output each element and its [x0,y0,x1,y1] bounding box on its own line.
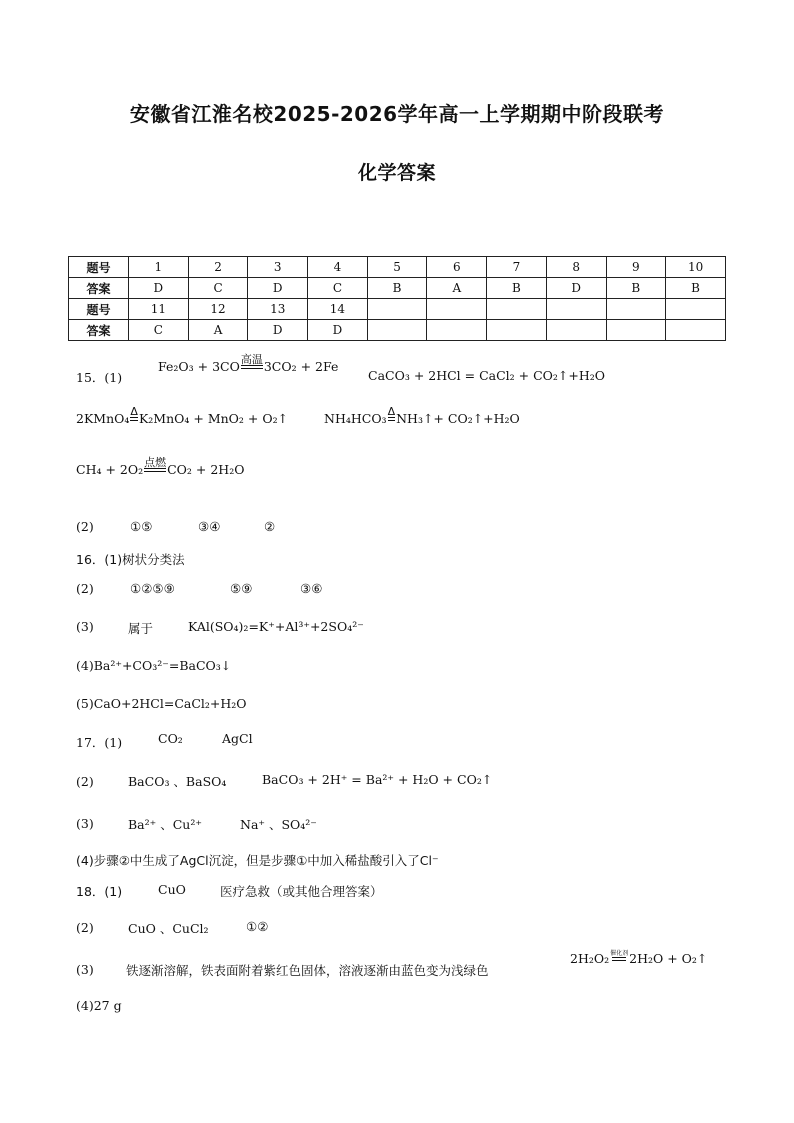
q17-part2-label: (2) [76,774,94,789]
table-cell [666,299,726,320]
table-row [69,278,726,299]
answer-table [68,256,726,341]
equation-lhs: Fe₂O₃ + 3CO [158,359,240,374]
equation-rhs: K₂MnO₄ + MnO₂ + O₂↑ [138,411,289,426]
q15-part2-answer-3: ② [264,519,276,534]
table-cell: A [188,320,248,341]
q16-part2-answer-1: ①②⑤⑨ [130,581,175,596]
q15-part2-answer-1: ①⑤ [130,519,153,534]
table-cell: C [129,320,189,341]
condition-text: Δ [387,405,396,418]
q18-part1-answer-a: CuO [158,882,186,897]
table-cell [606,320,666,341]
table-cell: C [188,278,248,299]
condition-text: Δ [130,405,138,418]
q17-label: 17．(1) [76,735,123,750]
table-cell: A [427,278,487,299]
table-cell [666,320,726,341]
q15-part2-label: (2) [76,519,94,534]
table-cell: 1 [129,257,189,278]
q17-part1-answer-2: AgCl [222,731,253,746]
q16-part4: (4)Ba²⁺+CO₃²⁻=BaCO₃↓ [76,658,232,673]
q18-part3-answer-a: 铁逐渐溶解，铁表面附着紫红色固体，溶液逐渐由蓝色变为浅绿色 [126,963,489,978]
table-cell: B [487,278,547,299]
table-cell [546,320,606,341]
row-header: 题号 [69,257,129,278]
table-cell: 11 [129,299,189,320]
equation-lhs: 2H₂O₂ [570,951,610,966]
q18-label: 18．(1) [76,884,123,899]
q16-part2-answer-2: ⑤⑨ [230,581,253,596]
table-cell: 5 [367,257,427,278]
q15-equation-5 [76,457,244,477]
equation-rhs: 2H₂O + O₂↑ [629,951,708,966]
equation-lhs: 2KMnO₄ [76,411,130,426]
q18-part4: (4)27 g [76,998,122,1013]
table-cell [487,299,547,320]
table-cell: D [248,278,308,299]
table-cell: 8 [546,257,606,278]
q15-equation-1 [158,354,338,374]
table-row [69,257,726,278]
q16-part5: (5)CaO+2HCl=CaCl₂+H₂O [76,696,247,711]
table-cell: B [666,278,726,299]
condition-text: 点燃 [144,456,167,469]
q17-part1-answer-1: CO₂ [158,731,183,746]
equation-lhs: NH₄HCO₃ [324,411,387,426]
table-cell: 3 [248,257,308,278]
document-title: 安徽省江淮名校2025-2026学年高一上学期期中阶段联考 [129,102,665,126]
equation-rhs: 3CO₂ + 2Fe [263,359,339,374]
table-cell: D [546,278,606,299]
q15-equation-2: CaCO₃ + 2HCl = CaCl₂ + CO₂↑+H₂O [368,368,606,383]
q18-part2-label: (2) [76,920,94,935]
reaction-condition [610,950,628,966]
document-subtitle: 化学答案 [357,162,436,184]
q17-part3-label: (3) [76,816,94,831]
row-header: 题号 [69,299,129,320]
reaction-condition [241,354,263,374]
reaction-condition [130,406,138,426]
table-cell: 13 [248,299,308,320]
table-cell [546,299,606,320]
equation-rhs: CO₂ + 2H₂O [167,462,245,477]
table-row [69,299,726,320]
q17-part3-answer-b: Na⁺ 、SO₄²⁻ [240,817,317,832]
table-cell: D [129,278,189,299]
table-cell: 4 [308,257,368,278]
q18-part1-answer-b: 医疗急救（或其他合理答案） [220,884,383,899]
table-cell: 12 [188,299,248,320]
table-cell [427,320,487,341]
q17-part2-answer-a: BaCO₃ 、BaSO₄ [128,774,227,789]
table-cell: C [308,278,368,299]
q17-part4: (4)步骤②中生成了AgCl沉淀，但是步骤①中加入稀盐酸引入了Cl⁻ [76,853,439,868]
row-header: 答案 [69,320,129,341]
table-cell [427,299,487,320]
table-cell: 9 [606,257,666,278]
table-cell: 10 [666,257,726,278]
q15-equation-3 [76,406,288,426]
q17-part3-answer-a: Ba²⁺ 、Cu²⁺ [128,817,202,832]
q15-equation-4 [324,406,520,426]
q18-part3-equation [570,950,707,966]
table-cell: 7 [487,257,547,278]
reaction-condition [388,406,396,426]
q15-part2-answer-2: ③④ [198,519,221,534]
condition-text: 高温 [240,353,263,366]
equation-rhs: NH₃↑+ CO₂↑+H₂O [396,411,520,426]
table-cell [367,299,427,320]
table-cell [367,320,427,341]
table-cell: 14 [308,299,368,320]
q16-part3-answer-b: KAl(SO₄)₂=K⁺+Al³⁺+2SO₄²⁻ [188,619,364,634]
table-cell: 6 [427,257,487,278]
q16-part3-answer-a: 属于 [128,621,154,636]
equation-lhs: CH₄ + 2O₂ [76,462,144,477]
q16-part3-label: (3) [76,619,94,634]
q18-part3-label: (3) [76,962,94,977]
q16-part1: 16．(1)树状分类法 [76,552,185,567]
q16-part2-label: (2) [76,581,94,596]
q16-part2-answer-3: ③⑥ [300,581,323,596]
q18-part2-answer-a: CuO 、CuCl₂ [128,921,209,936]
row-header: 答案 [69,278,129,299]
q15-label: 15．(1) [76,370,123,385]
table-cell: D [308,320,368,341]
table-row [69,320,726,341]
q17-part2-answer-b: BaCO₃ + 2H⁺ = Ba²⁺ + H₂O + CO₂↑ [262,772,493,787]
table-cell: D [248,320,308,341]
table-cell: 2 [188,257,248,278]
reaction-condition [144,457,166,477]
table-cell [606,299,666,320]
table-cell [487,320,547,341]
table-cell: B [606,278,666,299]
table-cell: B [367,278,427,299]
q18-part2-answer-b: ①② [246,919,269,934]
condition-text: 催化剂 [610,950,629,957]
